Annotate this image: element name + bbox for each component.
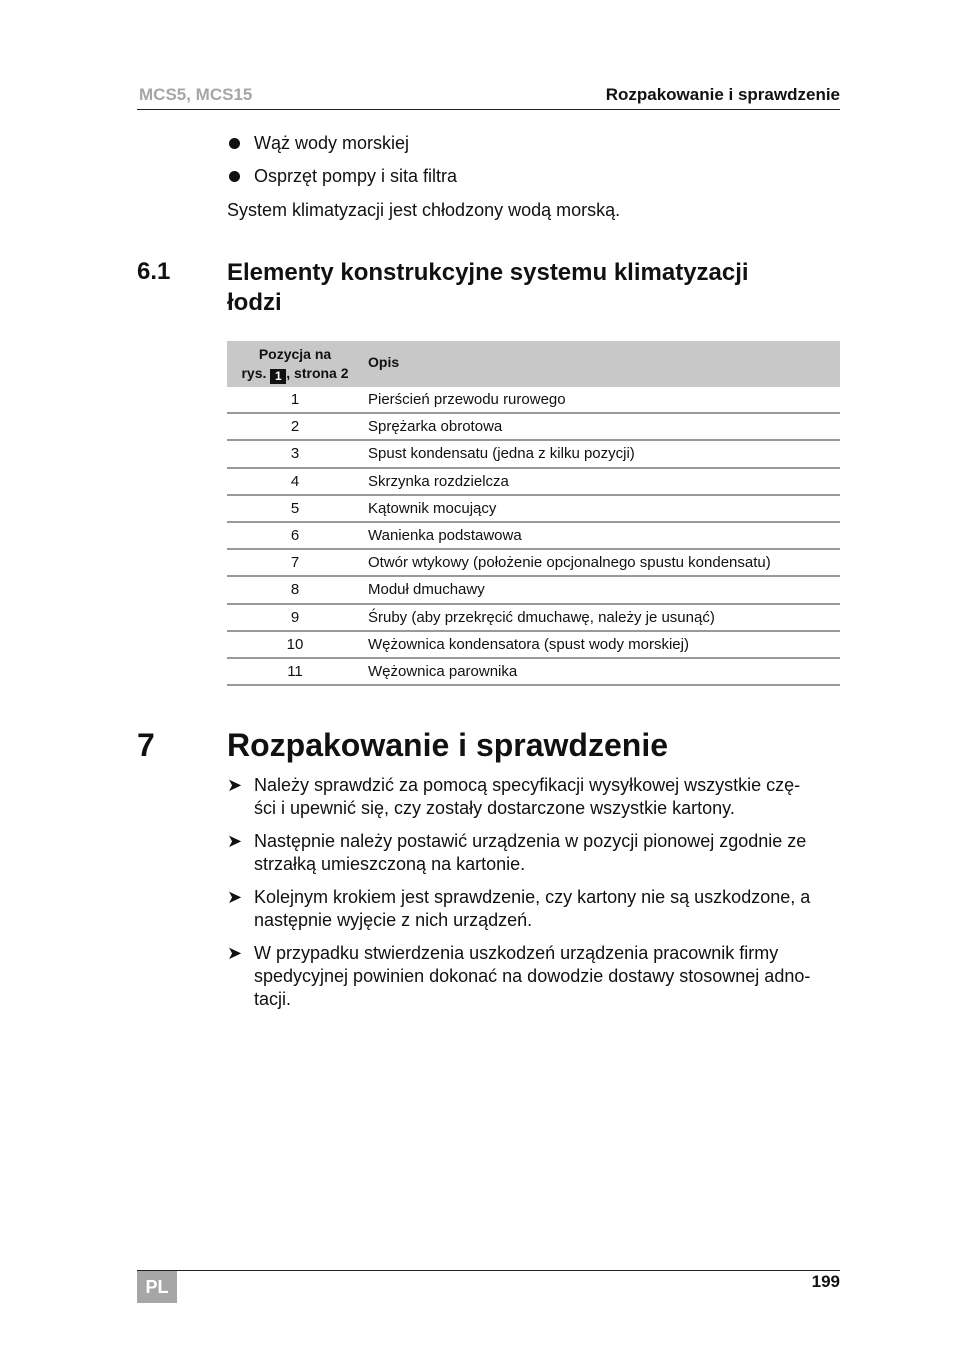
row-description: Otwór wtykowy (położenie opcjonalnego spustu kondensatu) [368,554,771,572]
table-row [227,496,840,523]
arrow-icon: ➤ [227,887,243,907]
arrow-icon: ➤ [227,943,243,963]
row-position: 1 [290,391,300,408]
section-number: 6.1 [137,258,171,285]
table-row [227,523,840,550]
row-description: Śruby (aby przekręcić dmuchawę, należy je usunąć) [368,608,715,626]
list-item: Osprzęt pompy i sita filtra [227,164,840,197]
chapter-number: 7 [137,727,155,763]
bullet-list [227,131,840,197]
row-description: Skrzynka rozdzielcza [368,472,509,490]
arrow-icon: ➤ [227,831,243,851]
components-table [227,341,840,686]
page-header [137,84,840,110]
table-row [227,469,840,496]
column-header-description: Opis [368,354,400,370]
row-position: 6 [290,526,300,544]
table-row [227,414,840,441]
section-title: Elementy konstrukcyjne systemu klimatyzacji łodzi [227,259,749,316]
language-badge: PL [137,1271,177,1303]
table-row [227,659,840,686]
table-row [227,577,840,604]
step-line: następnie wyjęcie z nich urządzeń. [254,910,533,930]
row-position: 10 [286,635,304,653]
row-position: 2 [290,418,300,436]
instruction-steps [227,774,840,1021]
arrow-icon: ➤ [227,775,243,795]
figure-number-badge: 1 [270,369,286,384]
row-description: Kątownik mocujący [368,499,497,517]
step-line: Następnie należy postawić urządzenia w pozycji pionowej zgodnie ze [254,831,807,851]
row-position: 8 [290,581,300,599]
table-row [227,387,840,414]
row-position: 3 [290,445,300,463]
instruction-step [227,942,840,1011]
table-row [227,550,840,577]
row-position: 5 [290,499,300,517]
step-line: tacji. [254,989,292,1009]
bullet-dot-icon [229,138,240,149]
table-header [227,341,840,387]
row-description: Wężownica kondensatora (spust wody morskiej) [368,635,689,653]
chapter-title: Rozpakowanie i sprawdzenie [227,727,668,763]
header-chapter: Rozpakowanie i sprawdzenie [605,85,840,104]
header-model: MCS5, MCS15 [139,85,253,104]
row-position: 11 [287,662,303,680]
instruction-step [227,774,840,820]
step-line: Kolejnym krokiem jest sprawdzenie, czy kartony nie są uszkodzone, a [254,887,811,907]
row-description: Wanienka podstawowa [368,526,522,544]
table-row [227,605,840,632]
page-number: 199 [811,1272,840,1291]
row-description: Sprężarka obrotowa [368,418,503,436]
page-footer-rule [137,1270,840,1271]
row-position: 9 [290,608,300,626]
bullet-dot-icon [229,171,240,182]
row-description: Moduł dmuchawy [368,581,485,599]
table-row [227,632,840,659]
row-position: 4 [290,472,300,490]
step-line: Należy sprawdzić za pomocą specyfikacji wysyłkowej wszystkie czę- [254,775,801,795]
instruction-step [227,886,840,932]
column-header-position: Pozycja na rys. 1 , strona 2 [241,346,349,383]
row-description: Wężownica parownika [368,662,518,680]
step-line: W przypadku stwierdzenia uszkodzeń urządzenia pracownik firmy [254,943,779,963]
step-line: ści i upewnić się, czy zostały dostarczone wszystkie kartony. [254,798,735,818]
instruction-step [227,830,840,876]
step-line: strzałką umieszczoną na kartonie. [254,854,526,874]
table-row [227,441,840,468]
step-line: spedycyjnej powinien dokonać na dowodzie dostawy stosownej adno- [254,966,811,986]
row-description: Spust kondensatu (jedna z kilku pozycji) [368,445,635,463]
list-item: Wąż wody morskiej [227,131,840,164]
row-position: 7 [290,554,300,572]
row-description: Pierścień przewodu rurowego [368,391,566,408]
intro-paragraph: System klimatyzacji jest chłodzony wodą morską. [227,200,621,220]
